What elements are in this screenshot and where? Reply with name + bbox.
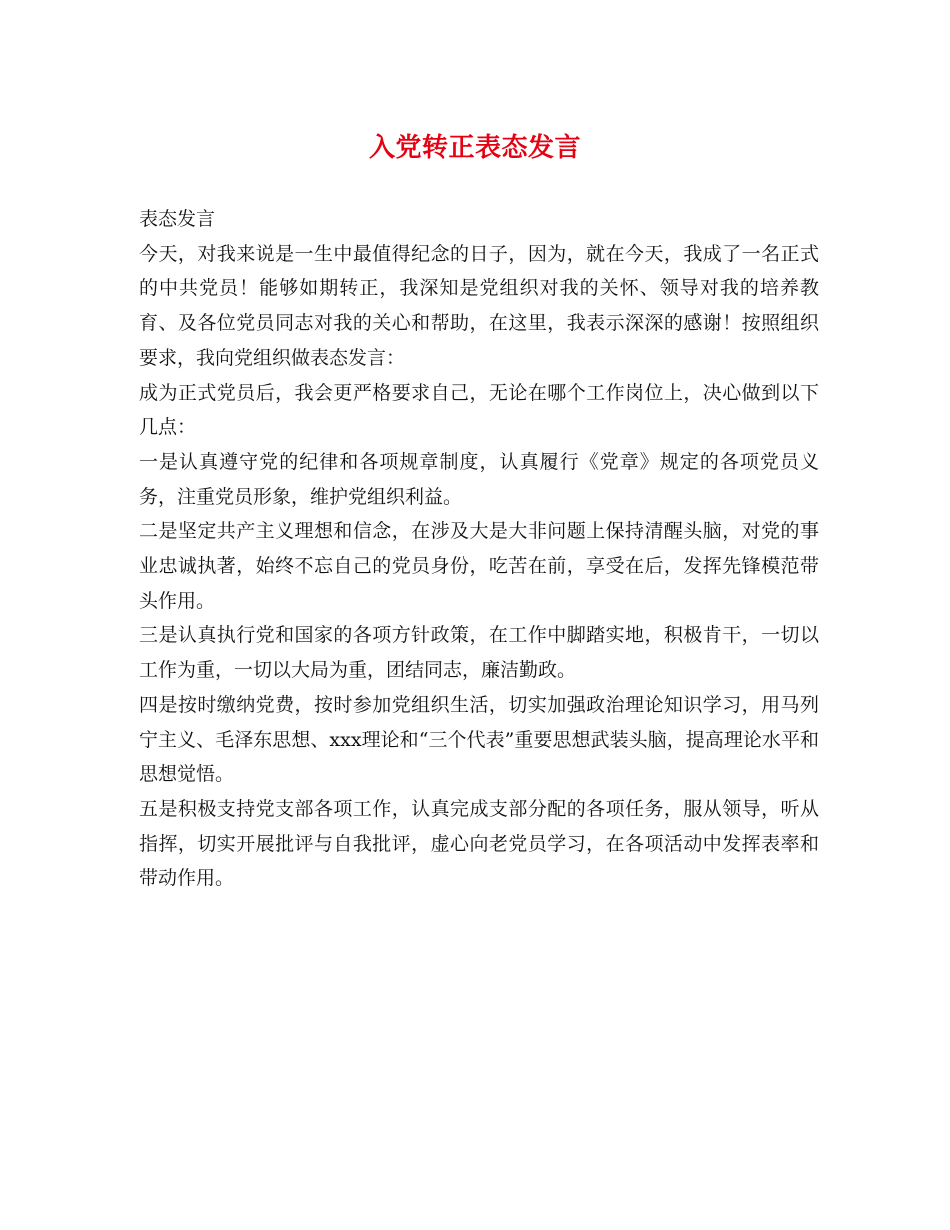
paragraph-intro: 今天，对我来说是一生中最值得纪念的日子，因为，就在今天，我成了一名正式的中共党员！能够如期转正，我深知是党组织对我的关怀、领导对我的培养教育、及各位党员同志对我的关心和帮助，在这里，我表示深深的感谢！按照组织要求，我向党组织做表态发言： <box>139 242 819 369</box>
paragraph-point-3: 三是认真执行党和国家的各项方针政策，在工作中脚踏实地，积极肯干，一切以工作为重，一切以大局为重，团结同志，廉洁勤政。 <box>139 624 819 682</box>
paragraph-point-2: 二是坚定共产主义理想和信念，在涉及大是大非问题上保持清醒头脑，对党的事业忠诚执著，始终不忘自己的党员身份，吃苦在前，享受在后，发挥先锋模范带头作用。 <box>139 520 819 612</box>
document-title: 入党转正表态发言 <box>368 133 581 163</box>
paragraph-point-4: 四是按时缴纳党费，按时参加党组织生活，切实加强政治理论知识学习，用马列宁主义、毛泽东思想、xxx理论和“三个代表”重要思想武装头脑，提高理论水平和思想觉悟。 <box>139 693 819 786</box>
document-body <box>139 202 819 896</box>
paragraph-commitment: 成为正式党员后，我会更严格要求自己，无论在哪个工作岗位上，决心做到以下几点： <box>139 381 819 439</box>
paragraph-point-1: 一是认真遵守党的纪律和各项规章制度，认真履行《党章》规定的各项党员义务，注重党员形象，维护党组织利益。 <box>139 450 819 508</box>
section-heading: 表态发言 <box>139 208 216 230</box>
paragraph-point-5: 五是积极支持党支部各项工作，认真完成支部分配的各项任务，服从领导，听从指挥，切实开展批评与自我批评，虚心向老党员学习，在各项活动中发挥表率和带动作用。 <box>139 797 819 890</box>
